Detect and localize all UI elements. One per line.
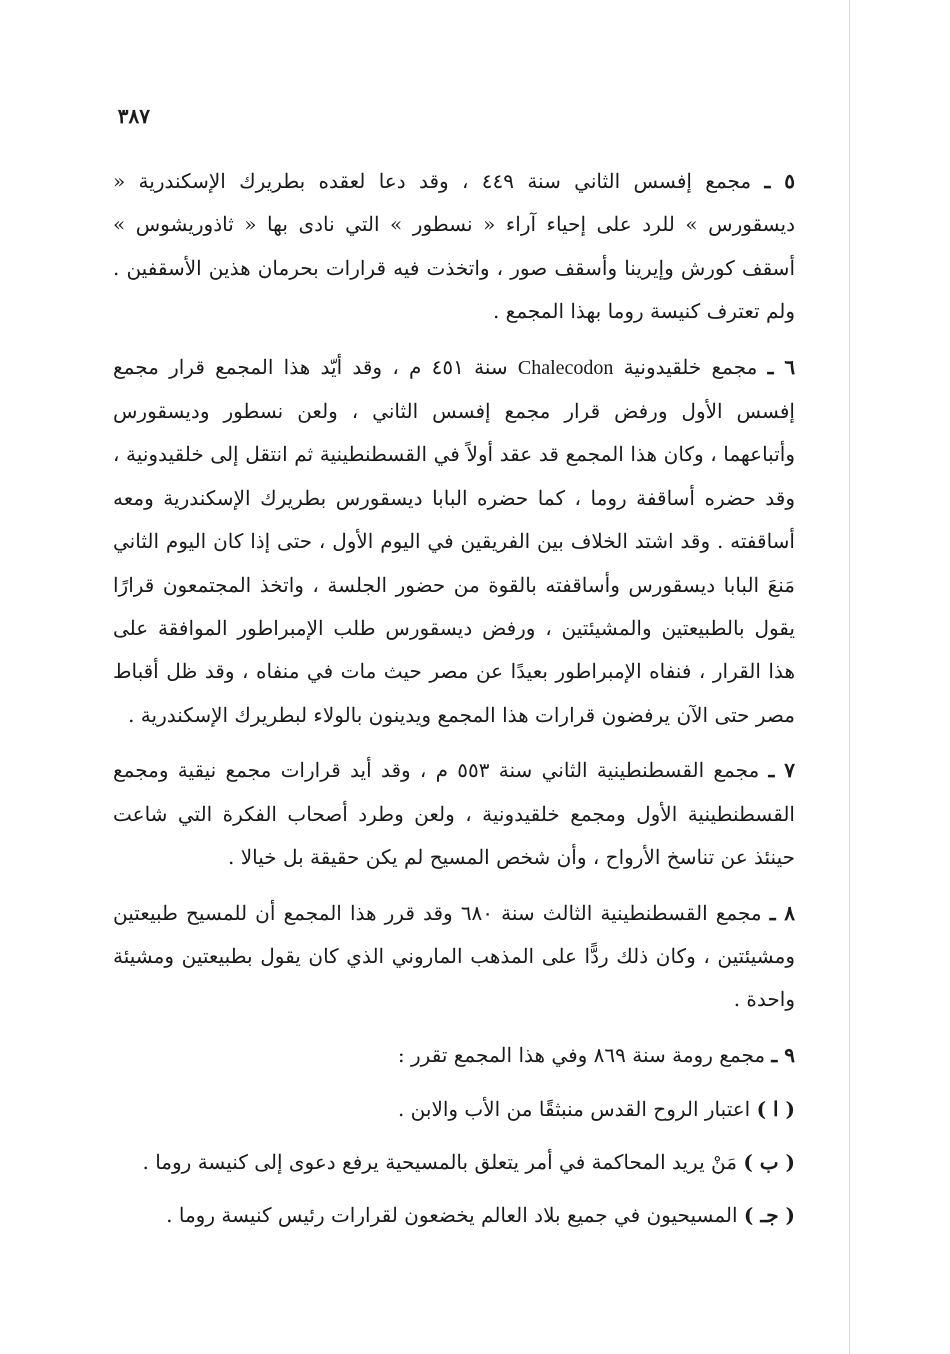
paragraph-text: مجمع إفسس الثاني سنة ٤٤٩ ، وقد دعا لعقده بطريرك الإسكندرية « ديسقورس » للرد على إحياء آراء « نسطور » التي نادى بها « ثاذوريشوس » أسقف كورش وإيرينا وأسقف صور ، واتخذت فيه قرارات بحرمان هذين الأسقفين . ولم تعترف كنيسة روما بهذا المجمع . — [113, 169, 795, 324]
subitem-c — [113, 1195, 835, 1235]
paragraph-text: مجمع القسطنطينية الثاني سنة ٥٥٣ م ، وقد أيد قرارات مجمع نيقية ومجمع القسطنطينية الأول ومجمع خلقيدونية ، ولعن وطرد أصحاب الفكرة التي شاعت حينئذ عن تناسخ الأرواح ، وأن شخص المسيح لم يكن حقيقة بل خيالا . — [113, 758, 795, 870]
paragraph-text: مجمع القسطنطينية الثالث سنة ٦٨٠ وقد قرر هذا المجمع أن للمسيح طبيعتين ومشيئتين ، وكان ذلك ردًّا على المذهب الماروني الذي كان يقول بطبيعتين ومشيئة واحدة . — [113, 900, 795, 1012]
subitem-text: اعتبار الروح القدس منبثقًا من الأب والابن . — [397, 1097, 751, 1122]
paragraph-number: ٦ ـ — [767, 354, 796, 379]
page-edge-line — [849, 0, 850, 1354]
paragraph-number: ٥ ـ — [764, 169, 795, 193]
paragraph-council-8 — [113, 892, 835, 1022]
paragraph-text-before: مجمع خلقيدونية — [623, 354, 758, 379]
subitem-text: المسيحيون في جميع بلاد العالم يخضعون لقرارات رئيس كنيسة روما . — [166, 1203, 738, 1228]
paragraph-council-5 — [113, 160, 835, 334]
subitem-a — [113, 1089, 835, 1129]
paragraph-text-after: سنة ٤٥١ م ، وقد أيّد هذا المجمع قرار مجمع إفسس الأول ورفض قرار مجمع إفسس الثاني ، ولعن نسطور وديسقورس وأتباعهما ، وكان هذا المجمع قد عقد أولاً في القسطنطينية ثم انتقل إلى خلقيدونية ، وقد حضره أساقفة روما ، كما حضره البابا ديسقورس بطريرك الإسكندرية ومعه أساقفته . وقد اشتد الخلاف بين الفريقين في اليوم الأول ، حتى إذا كان اليوم الثاني مَنعَ البابا ديسقورس وأساقفته بالقوة من حضور الجلسة ، واتخذ المجتمعون قرارًا يقول بالطبيعتين والمشيئتين ، ورفض ديسقورس طلب الإمبراطور الموافقة على هذا القرار ، فنفاه الإمبراطور بعيدًا عن مصر حيث مات في منفاه ، وقد ظل أقباط مصر حتى الآن يرفضون قرارات هذا المجمع ويدينون بالولاء لبطريرك الإسكندرية . — [113, 354, 795, 727]
latin-term: Chalecodon — [517, 356, 614, 379]
subitem-text: مَنْ يريد المحاكمة في أمر يتعلق بالمسيحية يرفع دعوى إلى كنيسة روما . — [142, 1150, 737, 1175]
paragraph-number: ٨ ـ — [769, 900, 795, 925]
subitem-b — [113, 1142, 835, 1182]
page-number: ٣٨٧ — [117, 104, 150, 128]
paragraph-number: ٧ ـ — [768, 758, 796, 783]
subitem-label: ( جـ ) — [743, 1203, 795, 1228]
paragraph-council-7 — [113, 749, 835, 879]
page-body — [113, 160, 835, 1248]
paragraph-council-6 — [113, 346, 835, 738]
paragraph-text: مجمع رومة سنة ٨٦٩ وفي هذا المجمع تقرر : — [397, 1042, 766, 1067]
paragraph-number: ٩ ـ — [771, 1042, 795, 1067]
subitem-label: ( ب ) — [743, 1150, 795, 1175]
paragraph-council-9 — [113, 1034, 835, 1077]
subitem-label: ( ا ) — [756, 1097, 795, 1122]
